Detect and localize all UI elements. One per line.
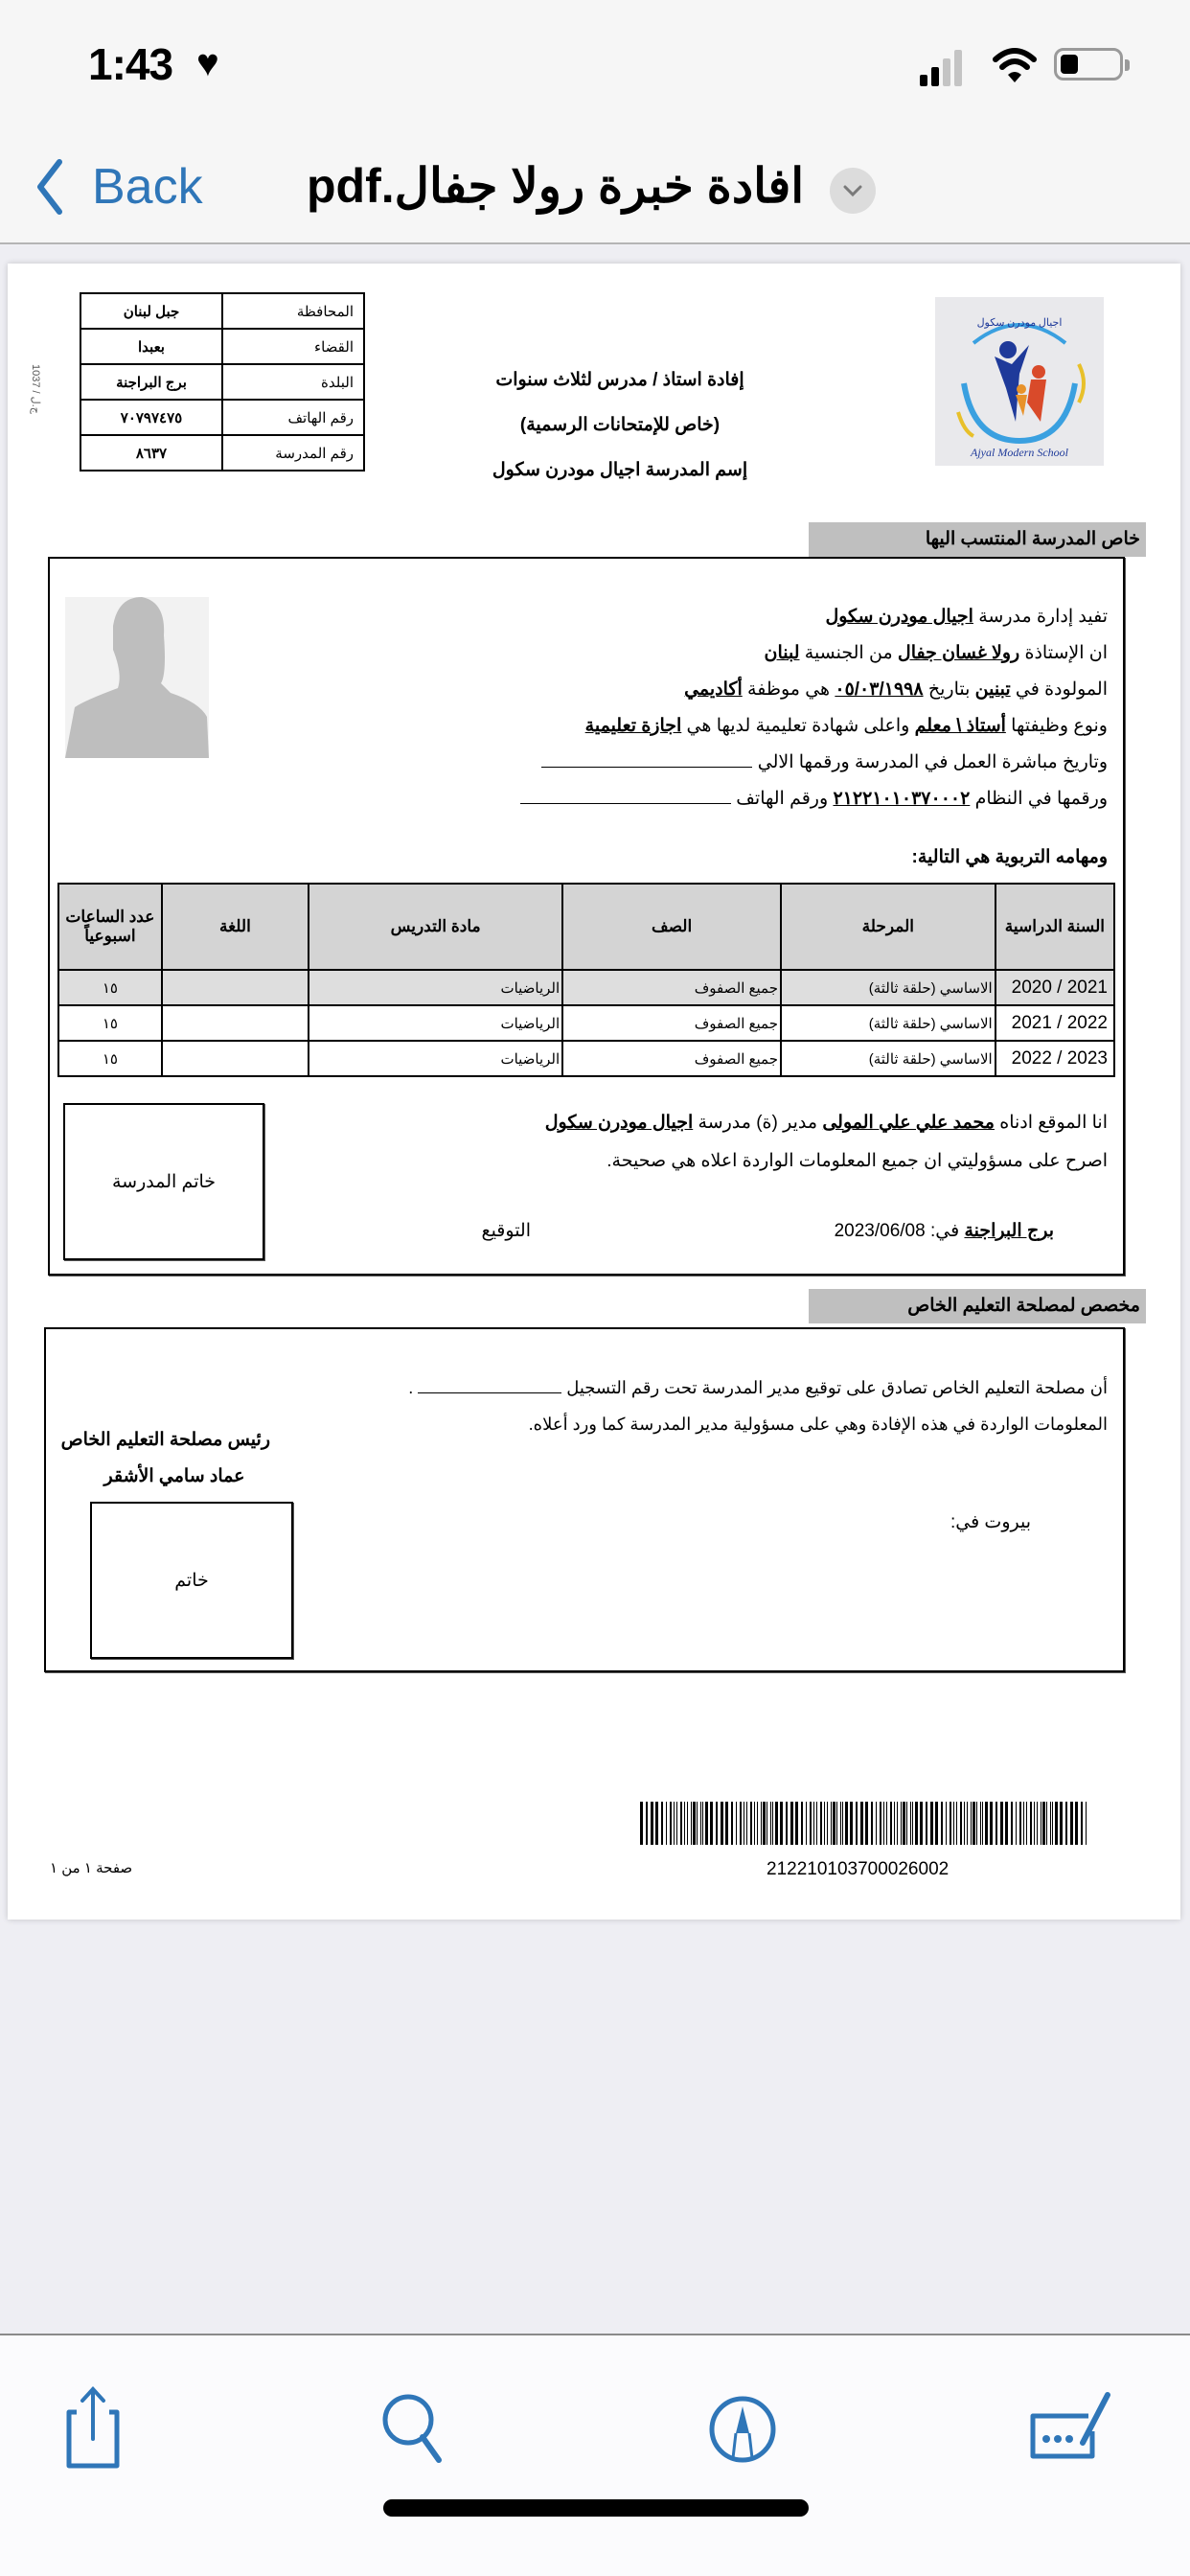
tasks-cell: ١٥ <box>58 970 162 1005</box>
barcode-bar <box>960 1802 962 1845</box>
para-line-5: وتاريخ مباشرة العمل في المدرسة ورقمها الالي <box>541 745 1108 781</box>
info-row <box>80 364 364 400</box>
barcode-bar <box>806 1802 807 1845</box>
barcode-bar <box>1005 1802 1008 1845</box>
barcode-bar <box>697 1802 698 1845</box>
barcode-bar <box>710 1802 713 1845</box>
barcode-bar <box>670 1802 672 1845</box>
tasks-table <box>57 883 1115 1077</box>
declaration-line-1: انا الموقع ادناه محمد علي علي المولى مدير (ة) مدرسة اجيال مودرن سكول <box>544 1113 1108 1133</box>
barcode-bar <box>801 1802 803 1845</box>
status-time: 1:43 <box>88 39 173 89</box>
tasks-cell: الاساسي (حلقة ثالثة) <box>781 970 995 1005</box>
barcode-bar <box>833 1802 835 1845</box>
barcode-bar <box>956 1802 957 1845</box>
search-icon <box>370 2383 456 2470</box>
barcode-bar <box>897 1802 898 1845</box>
barcode-bar <box>731 1802 733 1845</box>
tasks-cell: الرياضيات <box>309 1005 562 1041</box>
barcode-bar <box>964 1802 965 1845</box>
tasks-header-cell: اللغة <box>162 884 309 970</box>
info-value: جبل لبنان <box>80 293 222 329</box>
barcode-bar <box>655 1802 658 1845</box>
fill-sign-button[interactable] <box>1025 2383 1111 2470</box>
para-line-6: ورقمها في النظام ٢١٢٢١٠١٠٣٧٠٠٠٢ ورقم الهاتف <box>520 781 1108 817</box>
cellular-signal-icon <box>920 48 968 86</box>
barcode-bar <box>950 1802 951 1845</box>
barcode-bar <box>827 1802 828 1845</box>
tasks-cell: جميع الصفوف <box>562 1005 781 1041</box>
barcode-bar <box>1034 1802 1035 1845</box>
barcode-bar <box>1019 1802 1021 1845</box>
tasks-cell: الاساسي (حلقة ثالثة) <box>781 1041 995 1076</box>
logo-text-ar: اجيال مودرن سكول <box>976 317 1063 329</box>
barcode-bar <box>1050 1802 1051 1845</box>
tasks-cell: ١٥ <box>58 1005 162 1041</box>
barcode-bar <box>680 1802 682 1845</box>
barcode-bar <box>816 1802 817 1845</box>
person-placeholder-icon <box>65 597 209 758</box>
barcode-bar <box>980 1802 981 1845</box>
declaration-line-2: اصرح على مسؤوليتي ان جميع المعلومات الواردة اعلاه هي صحيحة. <box>606 1151 1108 1171</box>
barcode-bar <box>842 1802 843 1845</box>
heart-icon: ♥ <box>196 42 219 84</box>
para-line-3: المولودة في تبنين بتاريخ ٠٥/٠٣/١٩٩٨ هي موظفة أكاديمي <box>684 679 1108 700</box>
tasks-row <box>58 970 1114 1005</box>
info-key: البلدة <box>222 364 364 400</box>
chevron-left-icon <box>34 158 63 216</box>
tasks-header-cell: المرحلة <box>781 884 995 970</box>
para-line-4: ونوع وظيفتها أستاذ \ معلم واعلى شهادة تعليمية لديها هي اجازة تعليمية <box>584 716 1108 736</box>
tasks-header-cell: عدد الساعات اسبوعياً <box>58 884 162 970</box>
barcode-bar <box>850 1802 853 1845</box>
barcode-bar <box>845 1802 848 1845</box>
barcode-bar <box>684 1802 685 1845</box>
info-key: رقم المدرسة <box>222 435 364 471</box>
tasks-cell: الرياضيات <box>309 1041 562 1076</box>
barcode-bar <box>1023 1802 1024 1845</box>
barcode-bar <box>700 1802 701 1845</box>
barcode-bar <box>676 1802 677 1845</box>
barcode-bar <box>982 1802 983 1845</box>
info-row <box>80 293 364 329</box>
head-title: رئيس مصلحة التعليم الخاص <box>60 1430 270 1450</box>
barcode-bar <box>886 1802 887 1845</box>
school-info-table <box>80 292 365 472</box>
barcode-bar <box>725 1802 728 1845</box>
barcode-bar <box>702 1802 703 1845</box>
info-key: رقم الهاتف <box>222 400 364 435</box>
info-value: بعبدا <box>80 329 222 364</box>
barcode-bar <box>880 1802 881 1845</box>
barcode-bar <box>901 1802 902 1845</box>
barcode-bar <box>915 1802 918 1845</box>
barcode-bar <box>856 1802 858 1845</box>
barcode-bar <box>1075 1802 1078 1845</box>
barcode-bar <box>761 1802 762 1845</box>
barcode-bar <box>666 1802 667 1845</box>
tasks-header-cell: السنة الدراسية <box>995 884 1114 970</box>
barcode-bar <box>757 1802 758 1845</box>
barcode-bar <box>750 1802 752 1845</box>
head-name: عماد سامي الأشقر <box>103 1466 245 1486</box>
section-school-label: خاص المدرسة المنتسب اليها <box>809 522 1146 557</box>
barcode-bar <box>946 1802 947 1845</box>
barcode-bar <box>640 1802 643 1845</box>
barcode-bar <box>746 1802 747 1845</box>
home-indicator[interactable] <box>383 2499 809 2517</box>
search-button[interactable] <box>370 2383 456 2470</box>
barcode-bar <box>1060 1802 1063 1845</box>
barcode-bar <box>1011 1802 1013 1845</box>
chevron-down-icon <box>842 184 863 197</box>
tasks-cell: 2020 / 2021 <box>995 970 1114 1005</box>
document-header <box>476 357 764 493</box>
barcode-bar <box>651 1802 653 1845</box>
barcode-bar <box>790 1802 793 1845</box>
barcode-bar <box>926 1802 927 1845</box>
info-value: برج البراجنة <box>80 364 222 400</box>
barcode-bar <box>876 1802 877 1845</box>
header-title-3: إسم المدرسة اجيال مودرن سكول <box>492 460 748 480</box>
barcode-bar <box>941 1802 943 1845</box>
tasks-title: ومهامه التربوية هي التالية: <box>911 847 1108 867</box>
barcode-bar <box>973 1802 975 1845</box>
navigation-bar <box>0 129 1190 244</box>
section-ministry-label: مخصص لمصلحة التعليم الخاص <box>809 1289 1146 1323</box>
status-bar <box>0 0 1190 129</box>
back-button[interactable] <box>34 156 203 218</box>
barcode-bar <box>1016 1802 1017 1845</box>
barcode-bar <box>721 1802 723 1845</box>
barcode-bar <box>786 1802 788 1845</box>
barcode-bar <box>1086 1802 1087 1845</box>
ministry-place: بيروت في: <box>950 1512 1031 1532</box>
info-key: القضاء <box>222 329 364 364</box>
barcode-bar <box>795 1802 798 1845</box>
ministry-line-2: المعلومات الواردة في هذه الإفادة وهي على مسؤولية مدير المدرسة كما ورد أعلاه. <box>528 1414 1108 1434</box>
barcode-bar <box>865 1802 868 1845</box>
pdf-viewer[interactable] <box>0 246 1190 2334</box>
section-ministry-box <box>44 1327 1125 1672</box>
barcode-bar <box>1030 1802 1032 1845</box>
ministry-line-1: أن مصلحة التعليم الخاص تصادق على توقيع مدير المدرسة تحت رقم التسجيل . <box>408 1378 1108 1397</box>
barcode-bar <box>691 1802 692 1845</box>
barcode-bar <box>693 1802 696 1845</box>
tasks-cell <box>162 970 309 1005</box>
barcode-bar <box>810 1802 812 1845</box>
info-value: ٨٦٣٧ <box>80 435 222 471</box>
barcode-bar <box>754 1802 755 1845</box>
barcode-bar <box>661 1802 663 1845</box>
tasks-header-cell: الصف <box>562 884 781 970</box>
barcode-bar <box>883 1802 884 1845</box>
header-title-2: (خاص للإمتحانات الرسمية) <box>519 415 721 435</box>
barcode-bar <box>1046 1802 1047 1845</box>
barcode-bar <box>772 1802 773 1845</box>
barcode-bar <box>1070 1802 1073 1845</box>
barcode-bar <box>906 1802 907 1845</box>
side-code: ج.ل / 1037 <box>30 364 41 414</box>
barcode-bar <box>1042 1802 1045 1845</box>
markup-icon <box>699 2383 786 2470</box>
info-key: المحافظة <box>222 293 364 329</box>
barcode-bar <box>1055 1802 1058 1845</box>
barcode-bar <box>716 1802 718 1845</box>
barcode-bar <box>840 1802 841 1845</box>
tasks-header-cell: مادة التدريس <box>309 884 562 970</box>
barcode-bar <box>985 1802 988 1845</box>
barcode-bar <box>894 1802 895 1845</box>
tasks-cell: جميع الصفوف <box>562 1041 781 1076</box>
signature-label: التوقيع <box>481 1221 531 1241</box>
barcode-bar <box>687 1802 688 1845</box>
barcode-bar <box>920 1802 923 1845</box>
markup-button[interactable] <box>699 2383 786 2470</box>
tasks-cell: جميع الصفوف <box>562 970 781 1005</box>
tasks-cell: الاساسي (حلقة ثالثة) <box>781 1005 995 1041</box>
section-school-box <box>48 557 1125 1276</box>
barcode-bar <box>1000 1802 1003 1845</box>
tasks-cell <box>162 1041 309 1076</box>
barcode-bar <box>990 1802 993 1845</box>
barcode-bar <box>775 1802 778 1845</box>
info-row <box>80 329 364 364</box>
barcode-bar <box>1052 1802 1053 1845</box>
barcode-bar <box>912 1802 913 1845</box>
barcode-bar <box>971 1802 972 1845</box>
barcode-bar <box>871 1802 873 1845</box>
info-value: ٧٠٧٩٧٤٧٥ <box>80 400 222 435</box>
share-button[interactable] <box>50 2383 136 2470</box>
barcode-bar <box>930 1802 933 1845</box>
title-menu-button[interactable] <box>830 168 876 214</box>
header-title-1: إفادة استاذ / مدرس لثلاث سنوات <box>495 370 744 390</box>
tasks-row <box>58 1005 1114 1041</box>
barcode-bar <box>740 1802 742 1845</box>
barcode-number: 212210103700026002 <box>767 1859 950 1879</box>
barcode-bar <box>1065 1802 1067 1845</box>
tasks-cell: 2021 / 2022 <box>995 1005 1114 1041</box>
barcode-bar <box>910 1802 911 1845</box>
pdf-page <box>8 264 1180 1920</box>
tasks-row <box>58 1041 1114 1076</box>
barcode-bar <box>860 1802 863 1845</box>
back-label: Back <box>92 159 203 215</box>
barcode-bar <box>1037 1802 1038 1845</box>
barcode-bar <box>813 1802 814 1845</box>
para-line-2: ان الإستاذة رولا غسان جفال من الجنسية لبنان <box>764 643 1108 663</box>
info-row <box>80 435 364 471</box>
share-icon <box>50 2383 136 2470</box>
tasks-cell <box>162 1005 309 1041</box>
logo-text-en: Ajyal Modern School <box>971 446 1068 459</box>
barcode-bar <box>1026 1802 1027 1845</box>
barcode <box>640 1802 1090 1845</box>
barcode-bar <box>763 1802 766 1845</box>
barcode-bar <box>705 1802 708 1845</box>
barcode-bar <box>1081 1802 1083 1845</box>
wifi-icon <box>992 46 1038 84</box>
barcode-bar <box>953 1802 954 1845</box>
barcode-bar <box>967 1802 968 1845</box>
ministry-stamp-box: خاتم <box>90 1502 293 1659</box>
fill-sign-icon <box>1025 2383 1121 2470</box>
tasks-cell: الرياضيات <box>309 970 562 1005</box>
barcode-bar <box>770 1802 771 1845</box>
school-stamp-box: خاتم المدرسة <box>63 1103 264 1260</box>
barcode-bar <box>976 1802 977 1845</box>
barcode-bar <box>780 1802 783 1845</box>
barcode-bar <box>890 1802 892 1845</box>
barcode-bar <box>646 1802 648 1845</box>
barcode-bar <box>824 1802 825 1845</box>
barcode-bar <box>831 1802 832 1845</box>
info-row <box>80 400 364 435</box>
barcode-bar <box>736 1802 737 1845</box>
barcode-bar <box>836 1802 837 1845</box>
place-date: برج البراجنة في: 2023/06/08 <box>834 1221 1054 1241</box>
barcode-bar <box>820 1802 822 1845</box>
para-line-1: تفيد إدارة مدرسة اجيال مودرن سكول <box>825 607 1108 627</box>
page-number: صفحة ١ من ١ <box>50 1860 133 1876</box>
school-logo <box>935 297 1104 466</box>
tasks-cell: ١٥ <box>58 1041 162 1076</box>
bottom-toolbar <box>0 2334 1190 2576</box>
barcode-bar <box>903 1802 905 1845</box>
tasks-cell: 2022 / 2023 <box>995 1041 1114 1076</box>
document-title[interactable]: افادة خبرة رولا جفال.pdf <box>307 159 805 213</box>
barcode-bar <box>674 1802 675 1845</box>
battery-icon <box>1054 48 1123 80</box>
barcode-bar <box>995 1802 997 1845</box>
barcode-bar <box>935 1802 938 1845</box>
